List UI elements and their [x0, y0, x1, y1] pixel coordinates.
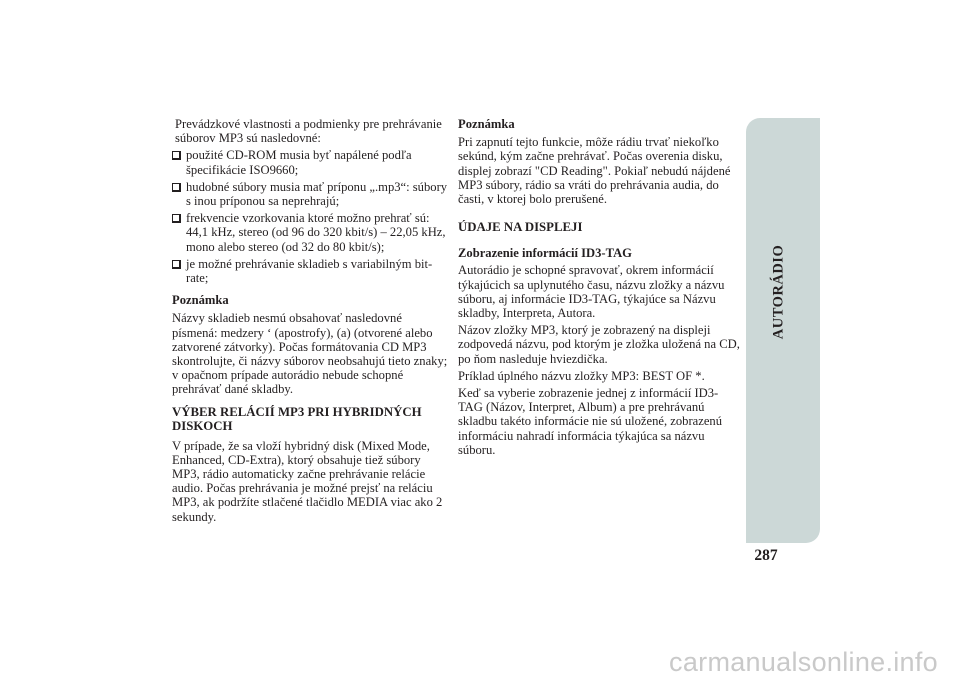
note-heading: Poznámka: [458, 117, 515, 131]
list-item: je možné prehrávanie skladieb s variabilným bit-rate;: [172, 257, 450, 285]
paragraph: Príklad úplného názvu zložky MP3: BEST OF *.: [458, 368, 705, 383]
paragraph: Názov zložky MP3, ktorý je zobrazený na displeji zodpovedá názvu, pod ktorým je zložka uložená na CD, po ňom nasleduje hviezdička.: [458, 323, 740, 366]
list-item: použité CD-ROM musia byť napálené podľa špecifikácie ISO9660;: [172, 148, 450, 176]
mp3-requirements-list: [172, 148, 450, 285]
paragraph: Keď sa vyberie zobrazenie jednej z informácií ID3-TAG (Názov, Interpret, Album) a pre prehrávanú skladbu takéto informácie nie sú uložené, zobrazenú informáciu nahradí informácia týkajúca sa názvu súboru.: [458, 386, 723, 457]
note-heading: Poznámka: [172, 293, 229, 308]
checkbox-bullet-icon: [172, 260, 181, 269]
section-heading-display: ÚDAJE NA DISPLEJI: [458, 220, 583, 235]
mp3-intro: Prevádzkové vlastnosti a podmienky pre prehrávanie súborov MP3 sú nasledovné:: [175, 117, 442, 146]
checkbox-bullet-icon: [172, 214, 181, 223]
chapter-tab-label: AUTORÁDIO: [770, 244, 787, 340]
page-number: 287: [754, 547, 778, 564]
right-column: [458, 117, 740, 460]
note-text: Pri zapnutí tejto funkcie, môže rádiu trvať niekoľko sekúnd, kým začne prehrávať. Počas overenia disku, displej zobrazí "CD Reading". Pokiaľ nebudú nájdené MP3 súbory, rádio sa vráti do prehrávania audia, do časti, v ktorej bolo prerušené.: [458, 135, 731, 207]
list-item: frekvencie vzorkovania ktoré možno prehrať sú: 44,1 kHz, stereo (od 96 do 320 kbit/s) – 22,05 kHz, mono alebo stereo (od 32 do 80 kbit/s);: [172, 211, 450, 254]
left-column: [172, 117, 450, 527]
hybrid-disc-text: V prípade, že sa vloží hybridný disk (Mixed Mode, Enhanced, CD-Extra), ktorý obsahuje tiež súbory MP3, rádio automaticky začne prehrávanie relácie audio. Počas prehrávania je možné prejsť na reláciu MP3, ak podržíte stlačené tlačidlo MEDIA viac ako 2 sekundy.: [172, 438, 443, 524]
paragraph: Autorádio je schopné spravovať, okrem informácií týkajúcich sa uplynutého času, názvu zložky a názvu súboru, aj informácie ID3-TAG, týkajúce sa Názvu skladby, Interpreta, Autora.: [458, 263, 725, 321]
subheading-id3-tag: Zobrazenie informácií ID3-TAG: [458, 246, 632, 261]
checkbox-bullet-icon: [172, 183, 181, 192]
watermark: carmanualsonline.info: [669, 647, 938, 677]
checkbox-bullet-icon: [172, 151, 181, 160]
note-text: Názvy skladieb nesmú obsahovať nasledovné písmená: medzery ‘ (apostrofy), (a) (otvorené alebo zatvorené zátvorky). Počas formátovania CD MP3 skontrolujte, či názvy súborov neobsahujú tieto znaky; v opačnom prípade autorádio nebude schopné prehrávať dané skladby.: [172, 311, 448, 397]
list-item: hudobné súbory musia mať príponu „.mp3“: súbory s inou príponou sa neprehrajú;: [172, 180, 450, 208]
section-heading-hybrid: VÝBER RELÁCIÍ MP3 PRI HYBRIDNÝCH DISKOCH: [172, 404, 422, 433]
